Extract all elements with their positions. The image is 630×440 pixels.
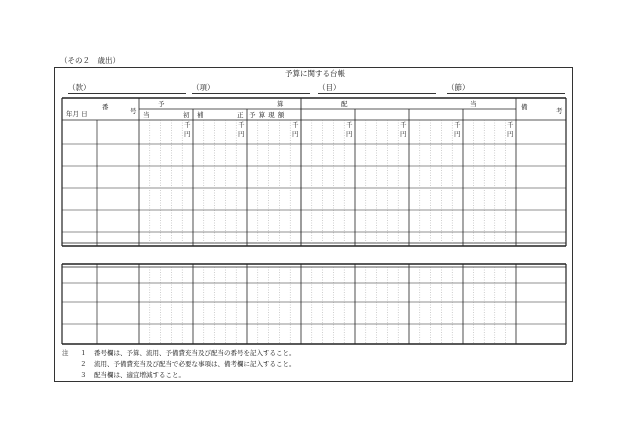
unit-yen-6: 円 [507, 130, 514, 138]
header-initial-2: 初 [183, 111, 190, 119]
field-kan-label: （款） [68, 83, 91, 92]
form-subtitle: （その２ 歳出） [60, 56, 120, 65]
unit-thousand-2: 千 [292, 121, 299, 129]
unit-thousand-0: 千 [184, 121, 191, 129]
header-budget-2: 算 [277, 100, 284, 108]
note-1-num: １ [80, 349, 87, 357]
header-number-1: 番 [102, 103, 109, 111]
unit-yen-0: 円 [184, 130, 191, 138]
unit-thousand-1: 千 [238, 121, 245, 129]
note-3-num: ３ [80, 371, 87, 379]
header-initial-1: 当 [143, 111, 150, 119]
field-moku-label: （目） [318, 83, 341, 92]
unit-thousand-6: 千 [507, 121, 514, 129]
field-setsu-label: （節） [447, 83, 470, 92]
note-1-text: 番号欄は、予算、流用、予備費充当及び配当の番号を記入すること。 [94, 349, 296, 357]
unit-thousand-5: 千 [454, 121, 461, 129]
header-budget-1: 予 [158, 100, 165, 108]
unit-thousand-4: 千 [400, 121, 407, 129]
header-allocation-2: 当 [470, 100, 477, 108]
unit-yen-5: 円 [454, 130, 461, 138]
header-date: 年月 日 [66, 110, 88, 118]
field-kou-label: （項） [192, 83, 215, 92]
header-remarks-1: 備 [521, 103, 528, 111]
header-current: 予 算 現 額 [249, 111, 285, 119]
notes-prefix: 注 [62, 349, 69, 357]
unit-yen-3: 円 [346, 130, 353, 138]
header-supplement-1: 補 [197, 111, 204, 119]
unit-yen-2: 円 [292, 130, 299, 138]
unit-yen-4: 円 [400, 130, 407, 138]
note-3-text: 配当欄は、適宜増減すること。 [94, 371, 185, 379]
unit-thousand-3: 千 [346, 121, 353, 129]
note-2-num: ２ [80, 360, 87, 368]
note-2-text: 流用、予備費充当及び配当で必要な事項は、備考欄に記入すること。 [94, 360, 296, 368]
header-allocation-1: 配 [341, 100, 348, 108]
header-remarks-2: 考 [556, 107, 563, 115]
header-number-2: 号 [130, 107, 137, 115]
header-supplement-2: 正 [237, 111, 244, 119]
unit-yen-1: 円 [238, 130, 245, 138]
form-title: 予算に関する台帳 [285, 69, 345, 78]
